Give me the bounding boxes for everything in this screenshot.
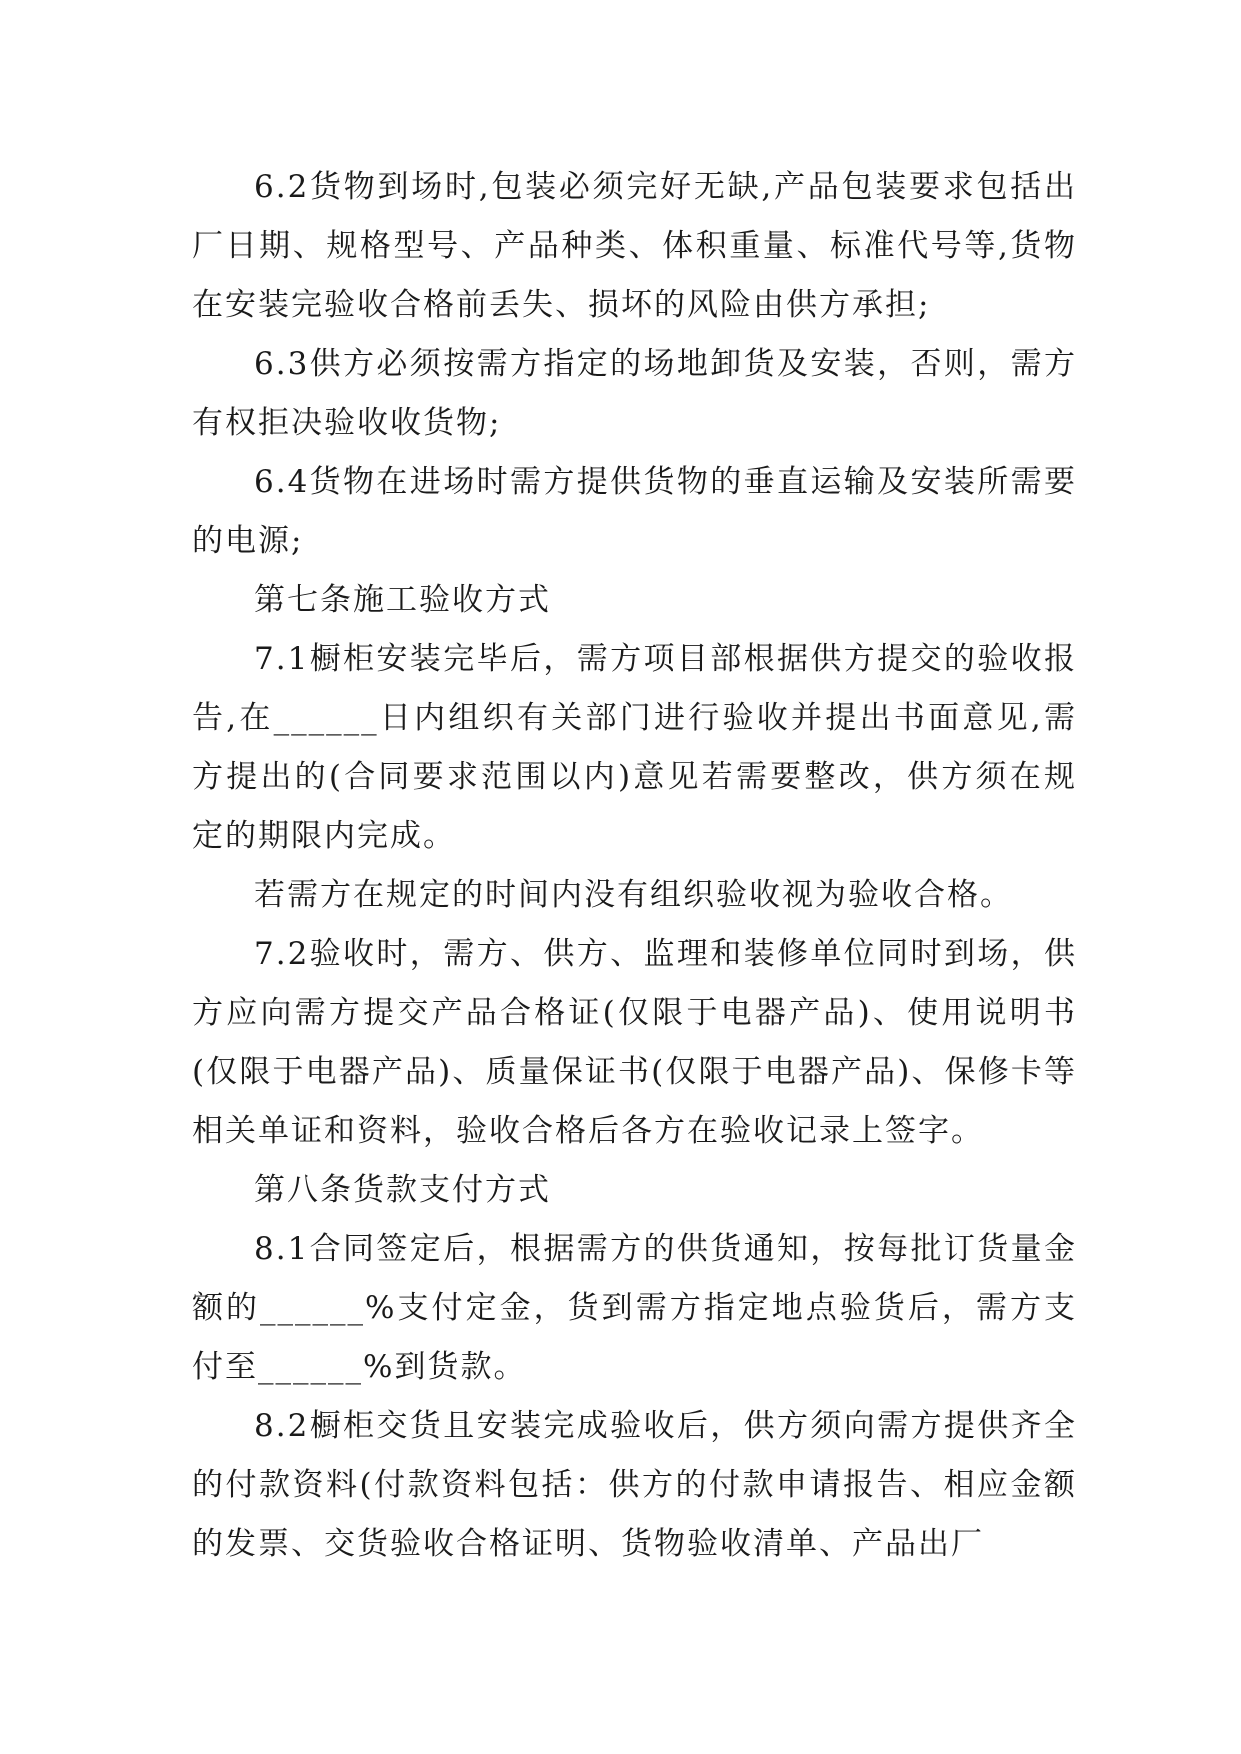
clause-6-2: 6.2货物到场时,包装必须完好无缺,产品包装要求包括出厂日期、规格型号、产品种类、体积重量、标准代号等,货物在安装完验收合格前丢失、损坏的风险由供方承担; — [192, 169, 1077, 323]
clause-8-1: 8.1合同签定后，根据需方的供货通知，按每批订货量金额的______%支付定金，货到需方指定地点验货后，需方支付至______%到货款。 — [192, 1231, 1077, 1385]
clause-8-2: 8.2橱柜交货且安装完成验收后，供方须向需方提供齐全的付款资料(付款资料包括：供方的付款申请报告、相应金额的发票、交货验收合格证明、货物验收清单、产品出厂 — [192, 1408, 1077, 1562]
document-body — [192, 158, 1077, 1574]
clause-7-1: 7.1橱柜安装完毕后，需方项目部根据供方提交的验收报告,在______日内组织有关部门进行验收并提出书面意见,需方提出的(合同要求范围以内)意见若需要整改，供方须在规定的期限内完成。 — [192, 641, 1077, 854]
clause-7-2: 7.2验收时，需方、供方、监理和装修单位同时到场，供方应向需方提交产品合格证(仅限于电器产品)、使用说明书(仅限于电器产品)、质量保证书(仅限于电器产品)、保修卡等相关单证和资料，验收合格后各方在验收记录上签字。 — [192, 936, 1077, 1149]
article-7-heading: 第七条施工验收方式 — [254, 582, 551, 618]
clause-7-1-note: 若需方在规定的时间内没有组织验收视为验收合格。 — [254, 877, 1013, 913]
article-8-heading: 第八条货款支付方式 — [254, 1172, 551, 1208]
clause-6-4: 6.4货物在进场时需方提供货物的垂直运输及安装所需要的电源; — [192, 464, 1077, 559]
clause-6-3: 6.3供方必须按需方指定的场地卸货及安装，否则，需方有权拒决验收收货物; — [192, 346, 1077, 441]
